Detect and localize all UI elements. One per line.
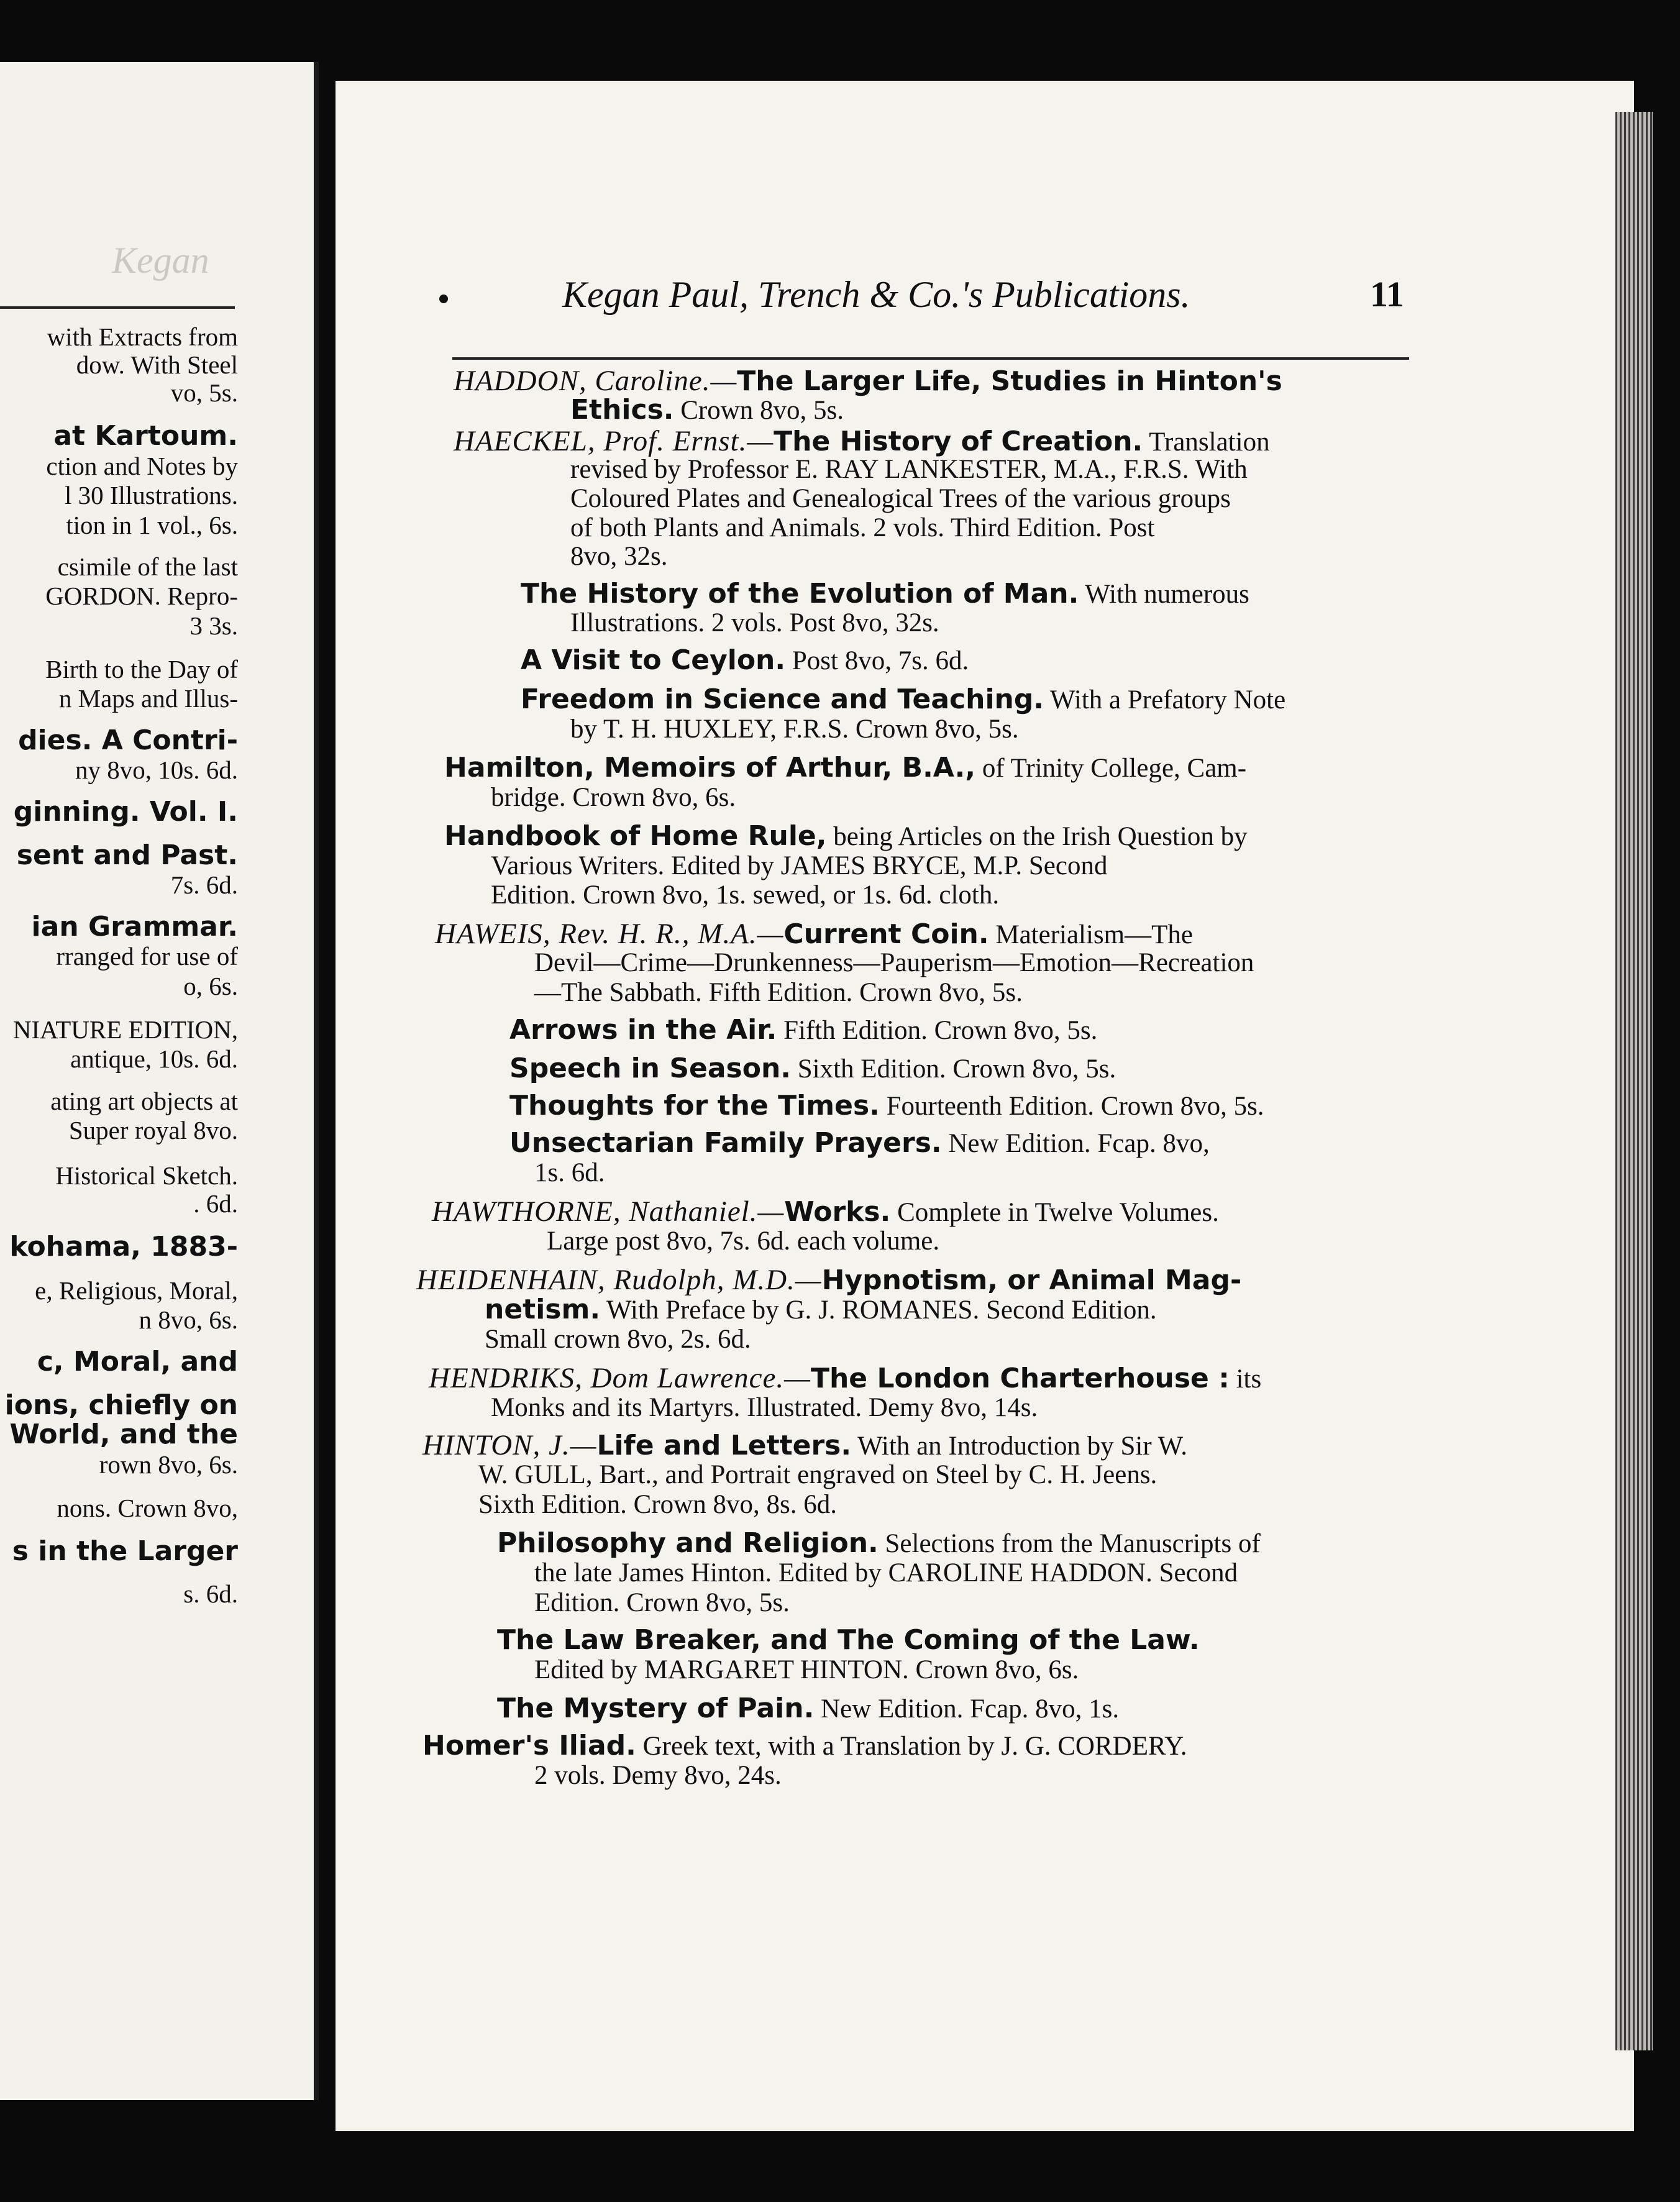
catalogue-line bbox=[534, 978, 1023, 1008]
left-page-line: ction and Notes by bbox=[46, 452, 238, 480]
left-page-line: 7s. 6d. bbox=[170, 870, 238, 899]
catalogue-line bbox=[521, 579, 1249, 610]
catalogue-line bbox=[491, 1393, 1038, 1423]
catalogue-line bbox=[570, 484, 1231, 514]
catalogue-line bbox=[435, 919, 1193, 950]
left-page-line: kohama, 1883- bbox=[9, 1231, 238, 1263]
catalogue-line bbox=[521, 685, 1285, 715]
entry-details: Monks and its Martyrs. Illustrated. Demy 8vo, 14s. bbox=[491, 1393, 1038, 1422]
entry-details: its bbox=[1229, 1364, 1262, 1394]
entry-details: Edited by MARGARET HINTON. Crown 8vo, 6s. bbox=[534, 1655, 1079, 1684]
left-page-line: s in the Larger bbox=[12, 1535, 238, 1567]
entry-title: Hamilton, Memoirs of Arthur, B.A., bbox=[444, 752, 976, 783]
entry-details: Fourteenth Edition. Crown 8vo, 5s. bbox=[879, 1092, 1264, 1121]
catalogue-line bbox=[547, 1227, 939, 1256]
left-page-line: at Kartoum. bbox=[53, 420, 238, 452]
entry-details: With a Prefatory Note bbox=[1044, 685, 1286, 715]
entry-details: With an Introduction by Sir W. bbox=[851, 1432, 1188, 1461]
entry-details: 2 vols. Demy 8vo, 24s. bbox=[534, 1761, 782, 1790]
entry-details: Sixth Edition. Crown 8vo, 8s. 6d. bbox=[478, 1490, 837, 1519]
catalogue-line bbox=[416, 1265, 1241, 1296]
left-page-line: n Maps and Illus- bbox=[58, 684, 238, 713]
entry-author: HAWEIS, Rev. H. R., M.A.— bbox=[435, 918, 784, 950]
entry-details: With Preface by G. J. ROMANES. Second Edition. bbox=[600, 1295, 1157, 1325]
entry-title: Freedom in Science and Teaching. bbox=[521, 683, 1044, 715]
left-page-line: Historical Sketch. bbox=[55, 1161, 238, 1190]
catalogue-line bbox=[444, 821, 1248, 852]
entry-details: revised by Professor E. RAY LANKESTER, M.A., F.R.S. With bbox=[570, 455, 1248, 484]
entry-details: Materialism—The bbox=[988, 920, 1193, 949]
entry-details: Post 8vo, 7s. 6d. bbox=[785, 646, 969, 675]
entry-details: of Trinity College, Cam- bbox=[975, 754, 1247, 783]
left-page-line: Super royal 8vo. bbox=[68, 1116, 238, 1144]
catalogue-line bbox=[570, 715, 1019, 744]
entry-title: The London Charterhouse : bbox=[810, 1363, 1230, 1394]
left-page-line: dow. With Steel bbox=[76, 350, 238, 379]
entry-details: by T. H. HUXLEY, F.R.S. Crown 8vo, 5s. bbox=[570, 715, 1019, 744]
catalogue-line bbox=[534, 1158, 605, 1188]
catalogue-line bbox=[444, 753, 1246, 783]
entry-details: Greek text, with a Translation by J. G. CORDERY. bbox=[636, 1732, 1187, 1761]
entry-title: Hypnotism, or Animal Mag- bbox=[821, 1264, 1242, 1296]
catalogue-line bbox=[534, 1761, 782, 1791]
entry-details: the late James Hinton. Edited by CAROLINE HADDON. Second bbox=[534, 1558, 1238, 1588]
left-page-line: rranged for use of bbox=[56, 942, 238, 971]
entry-title: The Larger Life, Studies in Hinton's bbox=[737, 365, 1282, 397]
entry-title: Works. bbox=[784, 1196, 891, 1228]
entry-title: The Law Breaker, and The Coming of the Law. bbox=[497, 1624, 1200, 1656]
catalogue-line bbox=[509, 1091, 1264, 1122]
entry-details: Crown 8vo, 5s. bbox=[673, 396, 844, 425]
entry-title: The Mystery of Pain. bbox=[497, 1693, 815, 1724]
entry-title: Philosophy and Religion. bbox=[497, 1527, 879, 1559]
catalogue-line bbox=[534, 1655, 1079, 1685]
left-page-line: dies. A Contri- bbox=[18, 724, 238, 756]
running-head: Kegan Paul, Trench & Co.'s Publications. bbox=[562, 274, 1190, 315]
entry-details: W. GULL, Bart., and Portrait engraved on Steel by C. H. Jeens. bbox=[478, 1460, 1157, 1489]
entry-details: Fifth Edition. Crown 8vo, 5s. bbox=[777, 1016, 1098, 1045]
entry-details: Edition. Crown 8vo, 1s. sewed, or 1s. 6d. cloth. bbox=[491, 880, 1000, 910]
left-page-line: e, Religious, Moral, bbox=[35, 1276, 238, 1305]
catalogue-line bbox=[454, 426, 1270, 457]
entry-title: netism. bbox=[485, 1294, 601, 1325]
entry-author: HENDRIKS, Dom Lawrence.— bbox=[429, 1362, 811, 1394]
catalogue-line bbox=[521, 646, 969, 676]
entry-details: Coloured Plates and Genealogical Trees of the various groups bbox=[570, 484, 1231, 513]
left-page-line: n 8vo, 6s. bbox=[139, 1305, 238, 1334]
catalogue-line bbox=[570, 608, 939, 638]
entry-title: Handbook of Home Rule, bbox=[444, 820, 827, 852]
catalogue-line bbox=[491, 783, 736, 813]
entry-details: Selections from the Manuscripts of bbox=[878, 1529, 1261, 1558]
catalogue-line bbox=[422, 1430, 1187, 1461]
catalogue-line bbox=[454, 366, 1282, 397]
entry-details: Complete in Twelve Volumes. bbox=[890, 1198, 1219, 1227]
catalogue-line bbox=[509, 1015, 1097, 1046]
left-page-line: vo, 5s. bbox=[170, 378, 238, 407]
entry-details: of both Plants and Animals. 2 vols. Third Edition. Post bbox=[570, 513, 1155, 542]
page-number: 11 bbox=[1370, 274, 1404, 314]
left-page-line: tion in 1 vol., 6s. bbox=[66, 511, 238, 539]
catalogue-line bbox=[491, 880, 999, 910]
left-page-line: s. 6d. bbox=[183, 1579, 238, 1608]
entry-details: 1s. 6d. bbox=[534, 1158, 605, 1187]
catalogue-line bbox=[497, 1625, 1200, 1656]
entry-details: Sixth Edition. Crown 8vo, 5s. bbox=[791, 1054, 1116, 1084]
left-page-line: with Extracts from bbox=[47, 322, 238, 351]
left-page-line: ny 8vo, 10s. 6d. bbox=[75, 756, 238, 784]
entry-details: Small crown 8vo, 2s. 6d. bbox=[485, 1325, 751, 1354]
catalogue-line bbox=[570, 455, 1248, 485]
catalogue-line bbox=[422, 1731, 1187, 1761]
left-page-line: c, Moral, and bbox=[37, 1346, 238, 1377]
catalogue-line bbox=[509, 1054, 1116, 1084]
entry-author: HAECKEL, Prof. Ernst.— bbox=[454, 425, 774, 457]
catalogue-line bbox=[432, 1197, 1219, 1228]
left-page-line: o, 6s. bbox=[183, 972, 238, 1000]
entry-details: Devil—Crime—Drunkenness—Pauperism—Emotion—Recreation bbox=[534, 948, 1254, 977]
left-page-line: ginning. Vol. I. bbox=[13, 796, 238, 828]
entry-details: New Edition. Fcap. 8vo, 1s. bbox=[814, 1694, 1120, 1724]
entry-author: HINTON, J.— bbox=[422, 1429, 597, 1461]
left-page-line: ions, chiefly on bbox=[4, 1389, 238, 1421]
entry-title: Homer's Iliad. bbox=[422, 1730, 636, 1761]
left-page-line: . 6d. bbox=[193, 1189, 238, 1218]
catalogue-line bbox=[478, 1460, 1157, 1490]
entry-title: Current Coin. bbox=[783, 918, 989, 950]
left-page-line: l 30 Illustrations. bbox=[64, 481, 238, 509]
catalogue-line bbox=[509, 1128, 1210, 1159]
catalogue-line bbox=[534, 1558, 1238, 1588]
entry-details: With numerous bbox=[1079, 580, 1249, 609]
entry-title: Thoughts for the Times. bbox=[509, 1090, 880, 1122]
left-page-line: 3 3s. bbox=[189, 611, 238, 640]
entry-title: Ethics. bbox=[570, 394, 674, 426]
catalogue-line bbox=[491, 851, 1107, 881]
entry-details: Various Writers. Edited by JAMES BRYCE, M.P. Second bbox=[491, 851, 1108, 880]
entry-details: Edition. Crown 8vo, 5s. bbox=[534, 1588, 790, 1617]
left-page-line: nons. Crown 8vo, bbox=[57, 1494, 238, 1522]
entry-details: 8vo, 32s. bbox=[570, 542, 668, 571]
left-page-line: rown 8vo, 6s. bbox=[99, 1450, 238, 1479]
catalogue-line bbox=[485, 1295, 1157, 1325]
entry-details: being Articles on the Irish Question by bbox=[826, 822, 1248, 851]
left-page-line: antique, 10s. 6d. bbox=[70, 1044, 238, 1073]
left-page-line: NIATURE EDITION, bbox=[12, 1015, 238, 1044]
entry-details: Translation bbox=[1143, 427, 1270, 457]
catalogue-line bbox=[570, 542, 667, 572]
catalogue-line bbox=[497, 1528, 1261, 1559]
left-page-line: GORDON. Repro- bbox=[45, 582, 238, 610]
entry-author: HADDON, Caroline.— bbox=[454, 365, 737, 397]
catalogue-line bbox=[534, 948, 1254, 978]
left-page-line: ating art objects at bbox=[50, 1087, 238, 1115]
entry-details: —The Sabbath. Fifth Edition. Crown 8vo, 5s. bbox=[534, 978, 1023, 1007]
left-running-head: Kegan bbox=[112, 240, 209, 281]
left-page-line: ian Grammar. bbox=[31, 911, 238, 943]
entry-title: The History of Creation. bbox=[774, 426, 1143, 457]
entry-title: Unsectarian Family Prayers. bbox=[509, 1127, 942, 1159]
left-page-line: csimile of the last bbox=[57, 552, 238, 581]
catalogue-line bbox=[570, 513, 1154, 543]
catalogue-line bbox=[534, 1588, 790, 1618]
entry-author: HAWTHORNE, Nathaniel.— bbox=[432, 1195, 785, 1228]
catalogue-line bbox=[497, 1694, 1119, 1724]
catalogue-line bbox=[478, 1490, 837, 1520]
entry-title: Speech in Season. bbox=[509, 1053, 791, 1084]
entry-details: bridge. Crown 8vo, 6s. bbox=[491, 783, 736, 812]
entry-title: Arrows in the Air. bbox=[509, 1014, 777, 1046]
entry-title: The History of the Evolution of Man. bbox=[521, 578, 1079, 610]
catalogue-line bbox=[570, 395, 844, 426]
entry-details: Large post 8vo, 7s. 6d. each volume. bbox=[547, 1227, 940, 1256]
entry-author: HEIDENHAIN, Rudolph, M.D.— bbox=[416, 1264, 822, 1296]
entry-title: Life and Letters. bbox=[596, 1430, 852, 1461]
entry-details: New Edition. Fcap. 8vo, bbox=[941, 1129, 1210, 1158]
entry-title: A Visit to Ceylon. bbox=[521, 644, 786, 676]
left-page-line: sent and Past. bbox=[16, 839, 238, 871]
catalogue-line bbox=[485, 1325, 751, 1355]
left-page-line: World, and the bbox=[9, 1419, 238, 1450]
catalogue-line bbox=[429, 1363, 1261, 1394]
entry-details: Illustrations. 2 vols. Post 8vo, 32s. bbox=[570, 608, 939, 637]
left-page-line: Birth to the Day of bbox=[45, 655, 238, 683]
